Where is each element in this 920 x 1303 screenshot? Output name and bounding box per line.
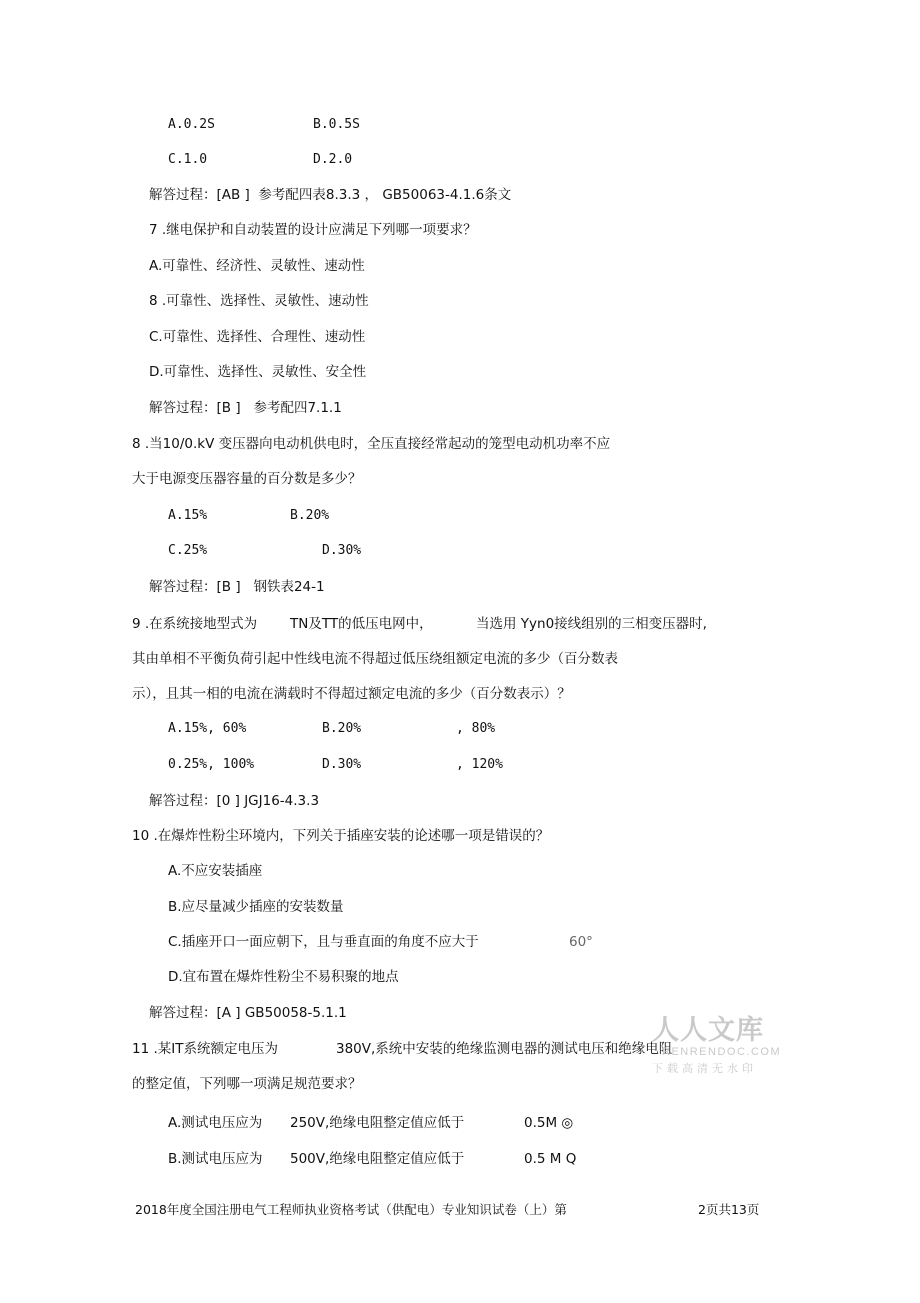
option-c: C.可靠性、选择性、合理性、速动性 xyxy=(149,329,366,345)
question-9-part: TN及TT的低压电网中， xyxy=(290,616,433,632)
option-d: D.30% xyxy=(322,757,362,772)
option-d: D.可靠性、选择性、灵敏性、安全性 xyxy=(149,364,367,380)
question-9-continued: 示），且其一相的电流在满载时不得超过额定电流的多少（百分数表示）？ xyxy=(132,686,571,702)
question-8: 8 .当10/0.kV 变压器向电动机供电时，全压直接经常起动的笼型电动机功率不应 xyxy=(132,436,611,452)
option-c: 0.25%, 100% xyxy=(168,757,255,772)
question-8-continued: 大于电源变压器容量的百分数是多少？ xyxy=(132,471,362,487)
option-a: A.可靠性、经济性、灵敏性、速动性 xyxy=(149,258,365,274)
option-b: B.20% xyxy=(322,721,362,736)
option-d: D.2.0 xyxy=(313,152,353,167)
option-a-detail: 250V,绝缘电阻整定值应低于 xyxy=(290,1115,465,1131)
option-d: D.30% xyxy=(322,543,362,558)
option-c: C.25% xyxy=(168,543,208,558)
question-11-part: 380V,系统中安装的绝缘监测电器的测试电压和绝缘电阻 xyxy=(336,1041,673,1057)
option-d-value: , 120% xyxy=(456,757,503,772)
option-b: B.0.5S xyxy=(313,117,360,132)
footer-title: 2018年度全国注册电气工程师执业资格考试（供配电）专业知识试卷（上）第 xyxy=(135,1202,567,1217)
question-11-continued: 的整定值，下列哪一项满足规范要求？ xyxy=(132,1076,362,1092)
option-a: A.测试电压应为 xyxy=(168,1115,263,1131)
option-c: C.插座开口一面应朝下，且与垂直面的角度不应大于 xyxy=(168,934,479,950)
option-b-value: 0.5 M Q xyxy=(524,1151,577,1167)
question-11: 11 .某IT系统额定电压为 xyxy=(132,1041,278,1057)
question-10: 10 .在爆炸性粉尘环境内，下列关于插座安装的论述哪一项是错误的？ xyxy=(132,828,550,844)
option-a: A.15%, 60% xyxy=(168,721,247,736)
option-b: B.测试电压应为 xyxy=(168,1151,263,1167)
answer-explanation: 解答过程：[B ] 参考配四7.1.1 xyxy=(149,400,342,416)
watermark-url: RENRENDOC.COM xyxy=(662,1046,782,1058)
option-a: A.不应安装插座 xyxy=(168,863,263,879)
option-d: D.宜布置在爆炸性粉尘不易积聚的地点 xyxy=(168,969,399,985)
option-a: A.0.2S xyxy=(168,117,215,132)
question-7: 7 .继电保护和自动装置的设计应满足下列哪一项要求？ xyxy=(149,222,477,238)
option-b-detail: 500V,绝缘电阻整定值应低于 xyxy=(290,1151,465,1167)
option-b: B.20% xyxy=(290,508,330,523)
option-a: A.15% xyxy=(168,508,208,523)
question-9-part: 当选用 Yyn0接线组别的三相变压器时, xyxy=(476,616,707,632)
question-9: 9 .在系统接地型式为 xyxy=(132,616,258,632)
option-c-angle: 60° xyxy=(569,934,593,950)
answer-explanation: 解答过程：[0 ] JGJ16-4.3.3 xyxy=(149,793,320,809)
footer-page-number: 2页共13页 xyxy=(698,1202,760,1217)
answer-explanation: 解答过程：[A ] GB50058-5.1.1 xyxy=(149,1005,347,1021)
answer-explanation: 解答过程：[B ] 钢铁表24-1 xyxy=(149,579,325,595)
question-9-continued: 其由单相不平衡负荷引起中性线电流不得超过低压绕组额定电流的多少（百分数表 xyxy=(132,651,618,667)
answer-explanation: 解答过程：[AB ] 参考配四表8.3.3 ， GB50063-4.1.6条文 xyxy=(149,187,512,203)
option-b: 8 .可靠性、选择性、灵敏性、速动性 xyxy=(149,293,369,309)
option-c: C.1.0 xyxy=(168,152,208,167)
watermark-logo: 人人文库 xyxy=(652,1015,764,1046)
watermark-caption: 下载高清无水印 xyxy=(652,1062,757,1075)
option-b: B.应尽量减少插座的安装数量 xyxy=(168,899,344,915)
watermark xyxy=(652,1015,782,1076)
option-b-value: , 80% xyxy=(456,721,496,736)
option-a-value: 0.5M ◎ xyxy=(524,1115,574,1131)
